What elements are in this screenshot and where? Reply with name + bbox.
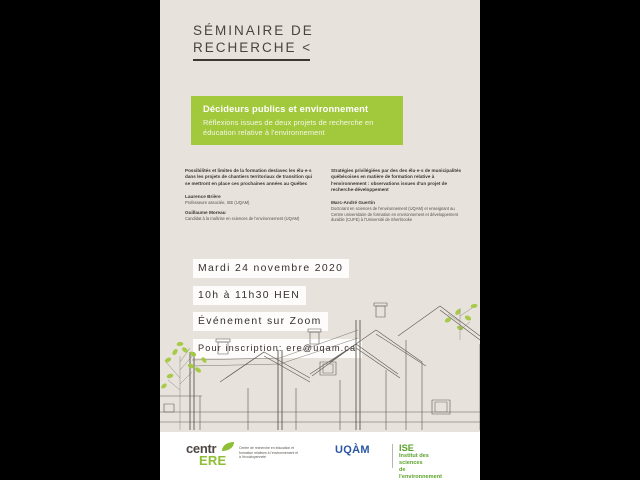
abstract-column-right [331, 168, 464, 223]
abstract-title: Possibilités et limites de la formation des/avec les élu·e·s dans les projets de chantiers territoriaux de transition qui se mettront en place ces prochaines années au Québec [185, 168, 313, 186]
speaker-role: Doctorant en sciences de l'environnement (UQAM) et enseignant au Centre universitaire de formation en environnement et développement durable (CUFE) à l'Université de Sherbrooke [331, 206, 458, 223]
logo-divider [392, 444, 393, 468]
speaker-name: Guillaume Moreau [185, 209, 226, 215]
centrere-word-2: ERE [199, 453, 227, 468]
leaf-icon [221, 442, 235, 452]
banner-subtitle: Réflexions issues de deux projets de recherche en éducation relative à l'environnement [203, 118, 374, 137]
uqam-wordmark: UQÀM [335, 444, 370, 456]
centrere-logo [186, 443, 306, 471]
poster-header [193, 22, 443, 61]
event-platform: Événement sur Zoom [193, 312, 328, 331]
event-date: Mardi 24 novembre 2020 [193, 259, 349, 278]
abstract-title: Stratégies privilégiées par des des élu·e·s de municipalités québécoises en matière de formation relative à l'environnement : observations issues d'un projet de recherche-développement [331, 168, 462, 192]
speaker-role: Candidat à la maîtrise en sciences de l'environnement (UQAM) [185, 215, 300, 221]
abstracts-section [185, 168, 465, 223]
seminar-poster [160, 0, 480, 480]
header-line-2: RECHERCHE < [193, 40, 313, 55]
neighbourhood-illustration [160, 300, 480, 430]
ise-block [399, 443, 442, 480]
title-banner [191, 96, 403, 145]
event-time: 10h à 11h30 HEN [193, 286, 306, 305]
header-underline [193, 59, 310, 61]
ise-line-2: de l'environnement [399, 467, 442, 480]
header-line-1: SÉMINAIRE DE [193, 23, 314, 38]
speaker-name: Marc-André Guertin [331, 200, 376, 206]
uqam-ise-logo [335, 443, 442, 480]
speaker-role: Professeure associée, ISE (UQAM) [185, 200, 250, 206]
speaker-name: Laurence Brière [185, 193, 221, 199]
banner-title: Décideurs publics et environnement [203, 104, 369, 114]
tree-leaves [160, 303, 477, 389]
centrere-tagline: Centre de recherche en éducation et formation relatives à l'environnement et à l'écocitoyenneté [239, 446, 299, 460]
ise-abbreviation: ISE [399, 443, 414, 453]
centrere-word-1: centr [186, 441, 217, 456]
abstract-column-left [185, 168, 318, 223]
event-registration: Pour inscription: ere@uqam.ca [193, 339, 362, 358]
ise-line-1: Institut des sciences [399, 453, 429, 466]
poster-footer [160, 432, 480, 480]
